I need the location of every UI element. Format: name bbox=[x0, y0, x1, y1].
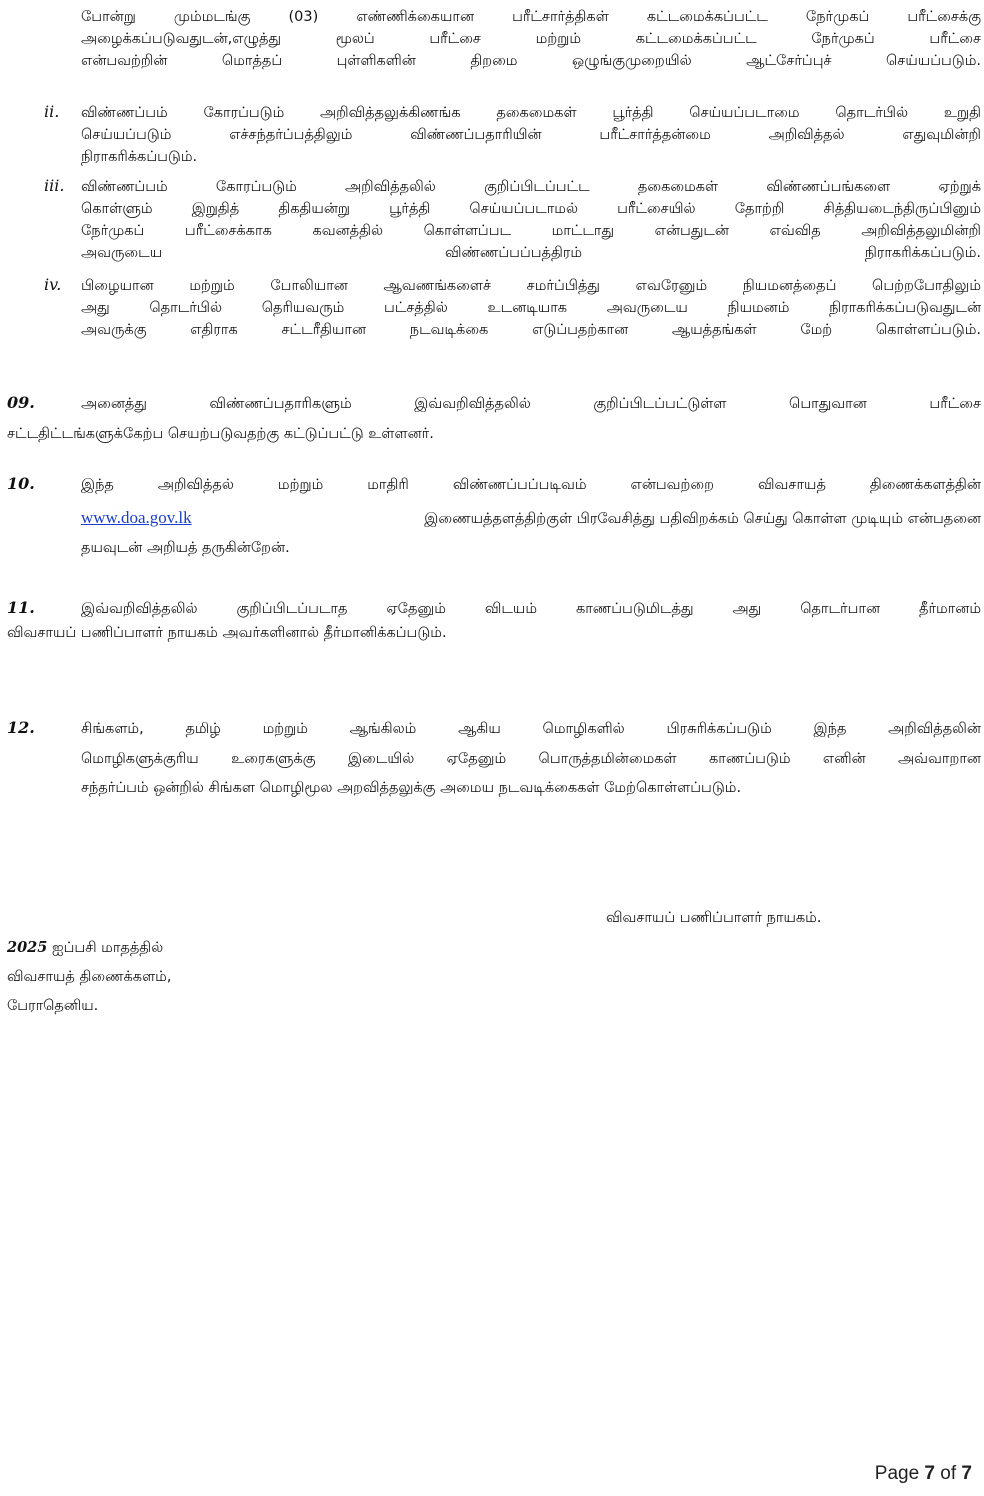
list-item-iii bbox=[81, 176, 981, 264]
text-line: விண்ணப்பம் கோரப்படும் அறிவித்தலில் குறிப்பிடப்பட்ட தகைமைகள் விண்ணப்பங்களை ஏற்றுக் bbox=[81, 179, 981, 195]
text-line: என்பவற்றின் மொத்தப் புள்ளிகளின் திறமை ஒழுங்குமுறையில் ஆட்சேர்ப்புச் செய்யப்படும். bbox=[81, 53, 981, 69]
text-line: அழைக்கப்படுவதுடன்,எழுத்து மூலப் பரீட்சை மற்றும் கட்டமைக்கப்பட்ட நேர்முகப் பரீட்சை bbox=[81, 31, 981, 47]
doa-website-link[interactable]: www.doa.gov.lk bbox=[81, 508, 192, 527]
section-number-10: 10. bbox=[7, 474, 35, 493]
section-number-12: 12. bbox=[7, 718, 35, 737]
section-12-line: மொழிகளுக்குரிய உரைகளுக்கு இடையில் ஏதேனும் பொருத்தமின்மைகள் காணப்படும் எனின் அவ்வாறான bbox=[81, 751, 981, 767]
text-line: அவருடைய விண்ணப்பப்பத்திரம் நிராகரிக்கப்படும். bbox=[81, 245, 981, 261]
text-line: கொள்ளும் இறுதித் திகதியன்று பூர்த்தி செய்யப்படாமல் பரீட்சையில் தோற்றி சித்தியடைந்திருப்பினும் bbox=[81, 201, 981, 217]
text-line: செய்யப்படும் எச்சந்தர்ப்பத்திலும் விண்ணப்பதாரியின் பரீட்சார்த்தன்மை அறிவித்தல் எதுவுமின்றி bbox=[81, 127, 981, 143]
page-current: 7 bbox=[924, 1463, 935, 1484]
date-line bbox=[7, 939, 163, 958]
text-line: போன்று மும்மடங்கு (03) எண்ணிக்கையான பரீட்சார்த்திகள் கட்டமைக்கப்பட்ட நேர்முகப் பரீட்சைக்கு bbox=[81, 9, 981, 25]
section-number-09: 09. bbox=[7, 393, 35, 412]
section-12-line: சந்தர்ப்பம் ஒன்றில் சிங்கள மொழிமூல அறவித்தலுக்கு அமைய நடவடிக்கைகள் மேற்கொள்ளப்படும். bbox=[81, 780, 742, 796]
section-09-first-line: அனைத்து விண்ணப்பதாரிகளும் இவ்வறிவித்தலில் குறிப்பிடப்பட்டுள்ள பொதுவான பரீட்சை bbox=[81, 396, 981, 412]
page-total: 7 bbox=[961, 1463, 972, 1484]
section-number-11: 11. bbox=[7, 598, 35, 617]
page-number bbox=[875, 1463, 972, 1485]
section-09-line: சட்டதிட்டங்களுக்கேற்ப செயற்படுவதற்கு கட்டுப்பட்டு உள்ளனர். bbox=[7, 426, 434, 442]
section-11-first-line: இவ்வறிவித்தலில் குறிப்பிடப்படாத ஏதேனும் விடயம் காணப்படுமிடத்து அது தொடர்பான தீர்மானம் bbox=[81, 601, 981, 617]
section-12-first-line: சிங்களம், தமிழ் மற்றும் ஆங்கிலம் ஆகிய மொழிகளில் பிரசுரிக்கப்படும் இந்த அறிவித்தலின் bbox=[81, 721, 981, 737]
text-line: அது தொடர்பில் தெரியவரும் பட்சத்தில் உடனடியாக அவருடைய நியமனம் நிராகரிக்கப்படுவதுடன் bbox=[81, 300, 981, 316]
list-marker-ii: ii. bbox=[44, 102, 60, 121]
section-10-link-line bbox=[81, 507, 981, 530]
page-of: of bbox=[940, 1463, 957, 1484]
city-name: பேராதெனிய. bbox=[7, 998, 99, 1014]
section-11-line: விவசாயப் பணிப்பாளர் நாயகம் அவர்களினால் தீர்மானிக்கப்படும். bbox=[7, 625, 447, 641]
text-line: அவருக்கு எதிராக சட்டரீதியான நடவடிக்கை எடுப்பதற்கான ஆயத்தங்கள் மேற் கொள்ளப்படும். bbox=[81, 322, 981, 338]
list-marker-iii: iii. bbox=[44, 176, 65, 195]
paragraph-8-continuation bbox=[81, 6, 981, 72]
text-line: நிராகரிக்கப்படும். bbox=[81, 149, 198, 165]
section-10-line: தயவுடன் அறியத் தருகின்றேன். bbox=[81, 540, 290, 556]
department-name: விவசாயத் திணைக்களம், bbox=[7, 969, 172, 985]
list-item-ii bbox=[81, 102, 981, 168]
section-10-link-line-text: இணையத்தளத்திற்குள் பிரவேசித்து பதிவிறக்கம் செய்து கொள்ள முடியும் என்பதனை bbox=[424, 511, 981, 527]
text-line: நேர்முகப் பரீட்சைக்காக கவனத்தில் கொள்ளப்பட மாட்டாது என்பதுடன் எவ்வித அறிவித்தலுமின்றி bbox=[81, 223, 981, 239]
date-month: ஐப்பசி மாதத்தில் bbox=[51, 940, 164, 956]
text-line: விண்ணப்பம் கோரப்படும் அறிவித்தலுக்கிணங்க தகைமைகள் பூர்த்தி செய்யப்படாமை தொடர்பில் உறுதி bbox=[81, 105, 981, 121]
signature-title: விவசாயப் பணிப்பாளர் நாயகம். bbox=[606, 910, 822, 926]
section-10-first-line: இந்த அறிவித்தல் மற்றும் மாதிரி விண்ணப்பப்படிவம் என்பவற்றை விவசாயத் திணைக்களத்தின் bbox=[81, 477, 981, 493]
page-label: Page bbox=[874, 1463, 920, 1484]
text-line: பிழையான மற்றும் போலியான ஆவணங்களைச் சமர்ப்பித்து எவரேனும் நியமனத்தைப் பெற்றபோதிலும் bbox=[81, 278, 981, 294]
date-year: 2025 bbox=[7, 939, 48, 956]
list-item-iv bbox=[81, 275, 981, 341]
list-marker-iv: iv. bbox=[44, 275, 62, 294]
